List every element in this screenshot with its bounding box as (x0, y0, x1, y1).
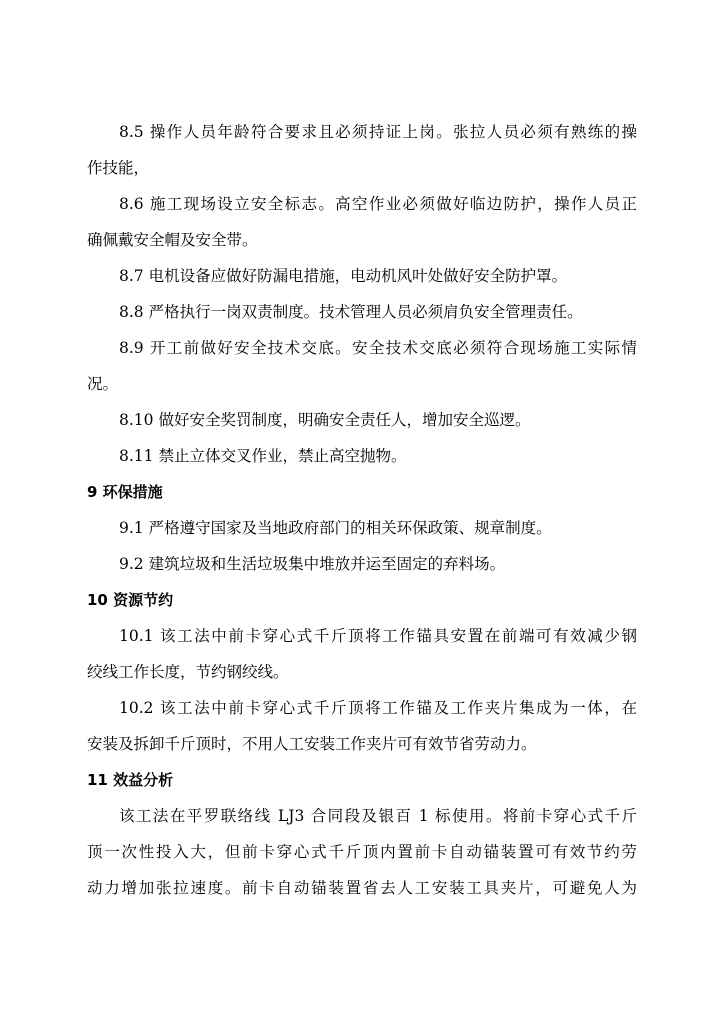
paragraph-10-2-line-1: 10.2 该工法中前卡穿心式千斤顶将工作锚及工作夹片集成为一体，在 (119, 699, 637, 717)
paragraph-8-9-line-2: 况。 (87, 375, 119, 393)
section-heading-11: 11 效益分析 (87, 771, 174, 789)
paragraph-8-10: 8.10 做好安全奖罚制度，明确安全责任人，增加安全巡逻。 (119, 411, 531, 429)
paragraph-11-line-3: 动力增加张拉速度。前卡自动锚装置省去人工安装工具夹片，可避免人为 (87, 879, 637, 897)
paragraph-8-8: 8.8 严格执行一岗双责制度。技术管理人员必须肩负安全管理责任。 (119, 303, 583, 321)
paragraph-10-1-line-2: 绞线工作长度，节约钢绞线。 (87, 663, 289, 681)
paragraph-10-1-line-1: 10.1 该工法中前卡穿心式千斤顶将工作锚具安置在前端可有效减少钢 (119, 627, 637, 645)
paragraph-8-5-line-1: 8.5 操作人员年龄符合要求且必须持证上岗。张拉人员必须有熟练的操 (119, 123, 637, 141)
paragraph-8-11: 8.11 禁止立体交叉作业，禁止高空抛物。 (119, 447, 407, 465)
paragraph-8-7: 8.7 电机设备应做好防漏电措施，电动机风叶处做好安全防护罩。 (119, 267, 568, 285)
paragraph-8-6-line-2: 确佩戴安全帽及安全带。 (87, 231, 258, 249)
paragraph-11-line-2: 顶一次性投入大，但前卡穿心式千斤顶内置前卡自动锚装置可有效节约劳 (87, 843, 637, 861)
paragraph-8-9-line-1: 8.9 开工前做好安全技术交底。安全技术交底必须符合现场施工实际情 (119, 339, 637, 357)
paragraph-9-1: 9.1 严格遵守国家及当地政府部门的相关环保政策、规章制度。 (119, 519, 552, 537)
section-heading-9: 9 环保措施 (87, 483, 163, 501)
paragraph-8-5-line-2: 作技能， (87, 159, 150, 177)
section-heading-10: 10 资源节约 (87, 591, 174, 609)
paragraph-10-2-line-2: 安装及拆卸千斤顶时，不用人工安装工作夹片可有效节省劳动力。 (87, 735, 537, 753)
paragraph-8-6-line-1: 8.6 施工现场设立安全标志。高空作业必须做好临边防护，操作人员正 (119, 195, 637, 213)
paragraph-11-line-1: 该工法在平罗联络线 LJ3 合同段及银百 1 标使用。将前卡穿心式千斤 (119, 807, 637, 825)
paragraph-9-2: 9.2 建筑垃圾和生活垃圾集中堆放并运至固定的弃料场。 (119, 555, 506, 573)
